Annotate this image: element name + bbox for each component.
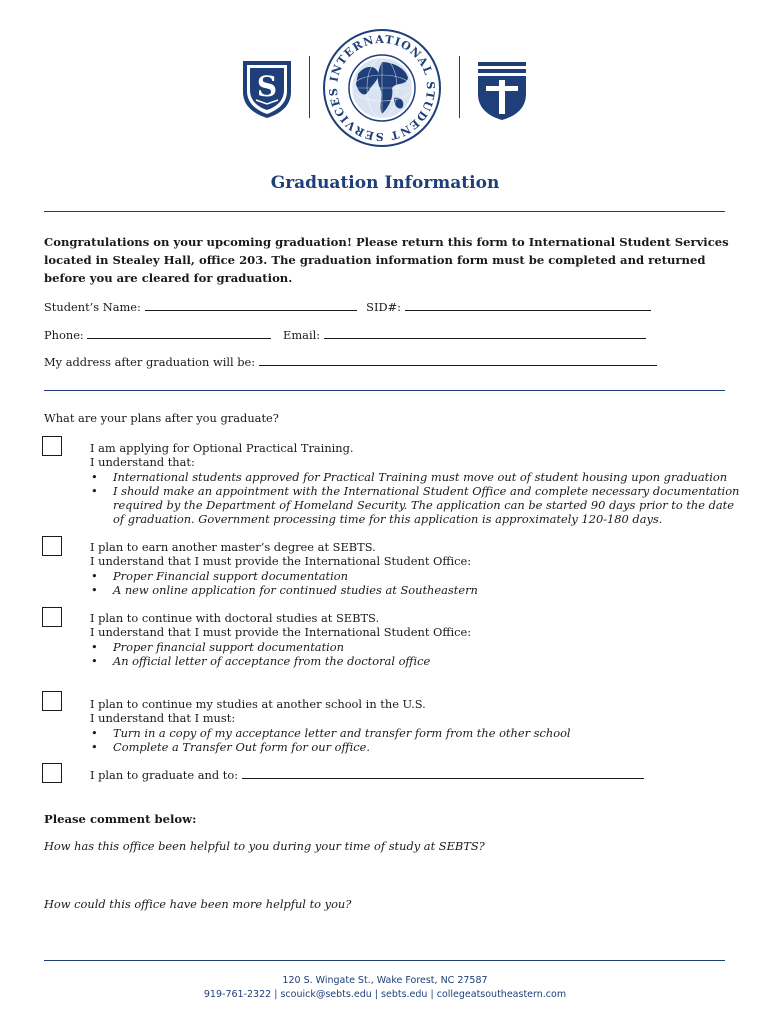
option-subtitle: I understand that I must provide the International Student Office: [90,554,472,569]
comments-heading: Please comment below: [44,812,197,826]
title-divider [44,211,725,212]
header-logos [0,28,770,148]
option-bullet: • Complete a Transfer Out form for our office. [90,740,740,754]
option-bullet: • I should make an appointment with the International Student Office and complete necessary documentation required by the Department of Homeland Security. The application can be started 90 days prior to the date of graduation. Government processing time for this application is approximately 120-180 days. [90,484,740,527]
address-field[interactable] [259,355,657,366]
footer-separator: | [274,989,278,1000]
phone-email-row [44,328,646,342]
footer-website-college[interactable]: collegeatsoutheastern.com [436,989,567,1000]
comment-question-improve: How could this office have been more helpful to you? [44,897,352,911]
option-subtitle: I understand that: [90,455,195,470]
footer-contact [0,988,770,1002]
option-title: I plan to graduate and to: [90,768,239,782]
page-title: Graduation Information [270,173,500,193]
logo-divider [459,56,460,118]
phone-label: Phone: [44,328,84,342]
sid-field[interactable] [405,300,651,311]
option-bullet: • A new online application for continued studies at Southeastern [90,583,740,597]
address-label: My address after graduation will be: [44,355,256,369]
opt-checkbox[interactable] [42,436,62,456]
option-bullet: • Proper financial support documentation [90,640,740,654]
option-bullet: • Proper Financial support documentation [90,569,740,583]
option-subtitle: I understand that I must: [90,711,236,726]
footer-separator: | [430,989,434,1000]
option-bullet: • An official letter of acceptance from the doctoral office [90,654,740,668]
option-title: I plan to continue my studies at another school in the U.S. [90,697,426,711]
svg-text:INTERNATIONAL STUDENT SERVICES: INTERNATIONAL STUDENT SERVICES [326,32,438,144]
comment-question-helpful: How has this office been helpful to you during your time of study at SEBTS? [44,839,485,853]
graduate-checkbox[interactable] [42,763,62,783]
option-title: I plan to earn another master’s degree at SEBTS. [90,540,376,554]
footer-separator: | [374,989,378,1000]
option-title: I am applying for Optional Practical Training. [90,441,354,455]
option-bullet: • Turn in a copy of my acceptance letter and transfer form from the other school [90,726,740,740]
student-name-field[interactable] [145,300,357,311]
footer-divider [44,960,725,961]
plans-question: What are your plans after you graduate? [44,411,279,425]
option-transfer [90,697,740,754]
sid-label: SID#: [366,300,401,314]
masters-checkbox[interactable] [42,536,62,556]
option-subtitle: I understand that I must provide the International Student Office: [90,625,472,640]
option-opt [90,441,740,527]
student-name-label: Student’s Name: [44,300,141,314]
graduate-plans-field[interactable] [242,768,644,779]
doctoral-checkbox[interactable] [42,607,62,627]
name-sid-row [44,300,651,314]
footer-phone: 919-761-2322 [203,989,272,1000]
footer-email[interactable]: scouick@sebts.edu [280,989,372,1000]
intro-paragraph: Congratulations on your upcoming graduation! Please return this form to International Student Services located in Stealey Hall, office 203. The graduation information form must be completed and returned before you are cleared for graduation. [44,235,729,285]
transfer-checkbox[interactable] [42,691,62,711]
footer-address: 120 S. Wingate St., Wake Forest, NC 27587 [282,975,488,986]
email-field[interactable] [324,328,646,339]
option-title: I plan to continue with doctoral studies at SEBTS. [90,611,380,625]
phone-field[interactable] [87,328,271,339]
seminary-shield-logo [240,58,294,120]
logo-divider [309,56,310,118]
footer-website[interactable]: sebts.edu [381,989,428,1000]
svg-text:S: S [256,70,278,103]
email-label: Email: [283,328,321,342]
option-doctoral [90,611,740,668]
section-divider [44,390,725,391]
option-masters [90,540,740,597]
international-student-services-seal [322,28,442,148]
option-graduate [90,768,740,782]
college-shield-logo [476,60,528,122]
address-row [44,355,657,369]
option-bullet: • International students approved for Practical Training must move out of student housing upon graduation [90,470,740,484]
